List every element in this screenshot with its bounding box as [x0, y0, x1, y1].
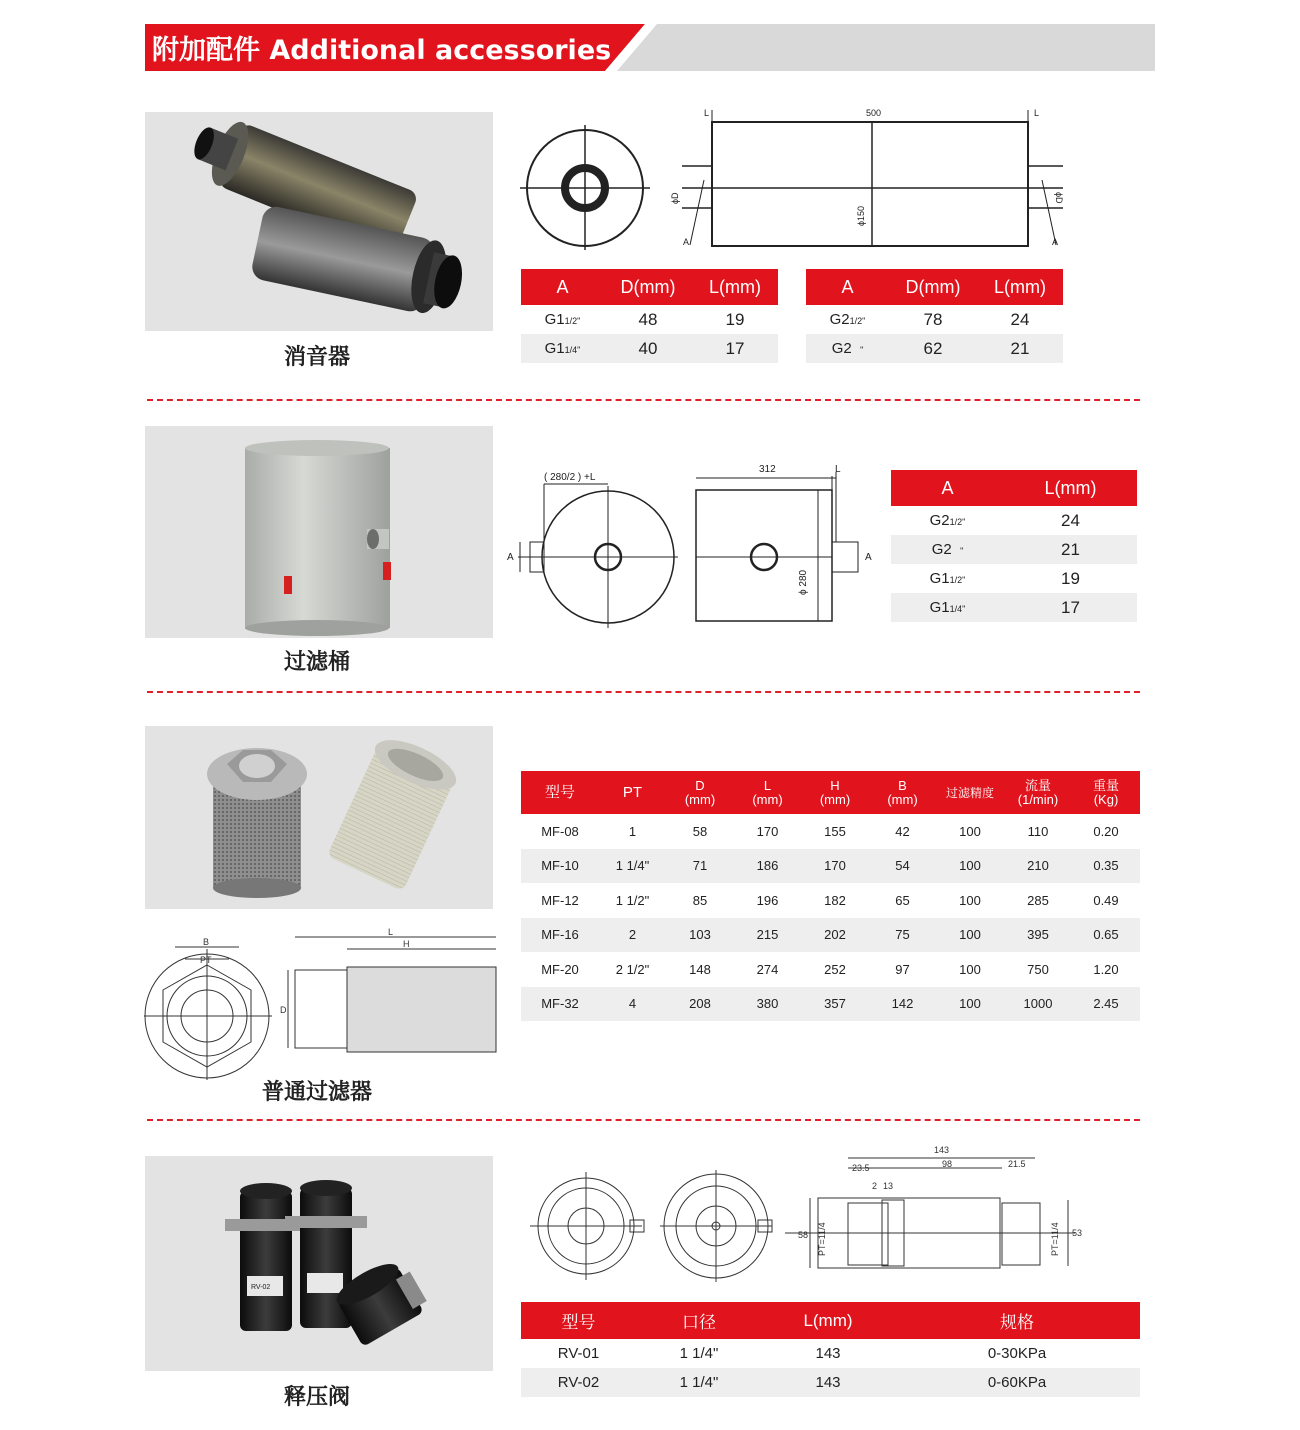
table-cell: 2 1/2"	[615, 961, 650, 977]
table-cell: 202	[801, 918, 869, 953]
common-filter-caption: 普通过滤器	[262, 1080, 373, 1105]
table-cell: 110	[1027, 823, 1049, 839]
table-cell: MF-16	[521, 918, 599, 953]
table-cell: 215	[734, 918, 801, 953]
col-header: A	[521, 269, 604, 305]
barrel-a-right: A	[865, 552, 872, 563]
table-cell: 100	[959, 892, 981, 908]
silencer-photo	[145, 112, 493, 331]
table-cell: 97	[895, 961, 910, 977]
table-cell: MF-08	[541, 823, 579, 839]
table-cell: 0.20	[1093, 823, 1119, 839]
col-header: B (mm)	[869, 771, 936, 814]
valve-pt-left: PT=11/4	[817, 1222, 827, 1256]
table-cell: 2.45	[1072, 987, 1140, 1022]
silencer-d-left: ϕD	[670, 192, 680, 204]
col-header: PT	[599, 771, 666, 814]
filter-barrel-table	[891, 470, 1137, 622]
col-header: 流量 (1/min)	[1004, 771, 1072, 814]
table-cell: 1 1/2"	[615, 892, 650, 908]
silencer-table-right	[806, 269, 1063, 363]
table-row: G21/2" 24	[929, 510, 1080, 530]
table-cell: 71	[666, 849, 734, 884]
silencer-diameter-label: ϕ150	[856, 205, 866, 226]
table-cell: 210	[1004, 849, 1072, 884]
col-header: 重量 (Kg)	[1072, 771, 1140, 814]
col-header: 口径	[636, 1302, 762, 1339]
table-cell: 208	[666, 987, 734, 1022]
col-header: 规格	[894, 1302, 1140, 1339]
filter-barrel-photo	[145, 426, 493, 638]
silencer-diagram	[518, 100, 1078, 260]
silencer-l-right: L	[1034, 108, 1040, 118]
common-l-label: L	[388, 927, 394, 937]
table-cell: 100	[936, 987, 1004, 1022]
col-header: L(mm)	[977, 269, 1063, 305]
table-row: G2 " 21	[891, 535, 1137, 564]
section-divider	[147, 1119, 1140, 1121]
relief-valve-table	[521, 1302, 1140, 1397]
relief-valve-caption: 释压阀	[284, 1385, 351, 1410]
filter-barrel-diagram	[500, 460, 885, 630]
table-cell: 1000	[1004, 987, 1072, 1022]
col-header: L(mm)	[1004, 470, 1137, 506]
col-header: D(mm)	[604, 269, 692, 305]
table-cell: 2	[599, 918, 666, 953]
filter-barrel-caption: 过滤桶	[284, 650, 351, 675]
table-cell: 100	[959, 823, 981, 839]
col-header: H (mm)	[801, 771, 869, 814]
table-row	[521, 952, 1140, 987]
table-cell: 4	[599, 987, 666, 1022]
silencer-a-right: A	[1052, 237, 1059, 247]
page-title: 附加配件 Additional accessories	[152, 35, 612, 66]
table-cell: 0.65	[1072, 918, 1140, 953]
barrel-diameter-label: ϕ 280	[798, 569, 809, 595]
section-divider	[147, 399, 1140, 401]
barrel-l-mark: L	[835, 464, 841, 475]
col-header: 型号	[521, 1302, 636, 1339]
table-row: G11/2" 48 19	[544, 309, 745, 329]
table-row: RV-02 1 1/4" 143 0-60KPa	[521, 1368, 1140, 1397]
col-header: A	[891, 470, 1004, 506]
valve-label-text: RV-02	[251, 1284, 271, 1291]
silencer-d-right: ϕD	[1054, 192, 1064, 204]
table-cell: 58	[692, 823, 708, 839]
silencer-a-left: A	[683, 237, 690, 247]
table-row: G11/4" 17	[891, 593, 1137, 622]
barrel-width-label: 312	[759, 464, 776, 475]
barrel-a-left: A	[507, 552, 514, 563]
common-filter-diagram	[140, 925, 505, 1083]
common-pt-label: PT	[200, 955, 212, 965]
valve-inner-length: 98	[942, 1159, 953, 1169]
col-header: L(mm)	[692, 269, 778, 305]
table-cell: 750	[1027, 961, 1049, 977]
table-row: G2 " 62 21	[806, 334, 1063, 363]
table-cell: 186	[734, 849, 801, 884]
table-cell: 148	[689, 961, 711, 977]
table-row	[521, 918, 1140, 953]
table-cell: MF-12	[541, 892, 579, 908]
table-row: G11/2" 19	[929, 568, 1080, 588]
barrel-top-label: ( 280/2 ) +L	[544, 472, 596, 483]
table-row: G11/4" 40 17	[521, 334, 778, 363]
table-cell: 182	[824, 892, 846, 908]
table-cell: 1 1/4"	[599, 849, 666, 884]
col-header: D (mm)	[666, 771, 734, 814]
col-header: 型号	[521, 771, 599, 814]
table-cell: 142	[869, 987, 936, 1022]
table-cell: 252	[824, 961, 846, 977]
table-cell: MF-20	[541, 961, 579, 977]
silencer-table-left	[521, 269, 778, 363]
table-cell: 42	[895, 823, 910, 839]
relief-valve-photo	[145, 1156, 493, 1371]
relief-valve-diagram	[530, 1140, 1090, 1290]
table-cell: MF-10	[521, 849, 599, 884]
common-b-label: B	[203, 937, 210, 947]
table-cell: 196	[756, 892, 779, 908]
table-cell: 103	[666, 918, 734, 953]
col-header: L(mm)	[762, 1302, 894, 1339]
table-cell: 1.20	[1093, 961, 1119, 977]
table-cell: 155	[824, 823, 846, 839]
table-cell: 85	[692, 892, 708, 908]
table-cell: 0.35	[1072, 849, 1140, 884]
valve-left-gap: 23.5	[852, 1163, 870, 1173]
table-cell: 100	[959, 961, 981, 977]
table-cell: 1	[628, 823, 637, 839]
table-cell: 285	[1027, 892, 1049, 908]
table-row	[521, 987, 1140, 1022]
valve-gap-2: 2	[872, 1181, 878, 1191]
col-header: D(mm)	[889, 269, 977, 305]
col-header: L (mm)	[734, 771, 801, 814]
valve-gap-13: 13	[883, 1181, 894, 1191]
table-cell: 0.49	[1093, 892, 1119, 908]
silencer-length-label: 500	[866, 108, 882, 118]
valve-right-height: 53	[1072, 1228, 1083, 1238]
valve-pt-right: PT=11/4	[1050, 1222, 1060, 1256]
valve-total-length: 143	[934, 1145, 950, 1155]
silencer-caption: 消音器	[284, 345, 351, 370]
table-cell: 380	[734, 987, 801, 1022]
table-cell: MF-32	[521, 987, 599, 1022]
table-cell: 170	[756, 823, 779, 839]
common-d-label: D	[280, 1005, 287, 1015]
silencer-l-left: L	[704, 108, 710, 118]
section-divider	[147, 691, 1140, 693]
table-cell: 357	[801, 987, 869, 1022]
common-h-label: H	[403, 939, 410, 949]
valve-right-gap: 21.5	[1008, 1159, 1026, 1169]
table-cell: 54	[869, 849, 936, 884]
table-cell: 65	[895, 892, 910, 908]
table-cell: 395	[1004, 918, 1072, 953]
table-row	[521, 814, 1140, 849]
valve-left-height: 58	[798, 1230, 809, 1240]
table-cell: 170	[801, 849, 869, 884]
col-header: A	[806, 269, 889, 305]
table-cell: 100	[936, 918, 1004, 953]
table-row: RV-01 1 1/4" 143 0-30KPa	[557, 1345, 1047, 1362]
table-cell: 274	[756, 961, 779, 977]
common-filter-table	[521, 771, 1140, 1021]
common-filter-photo	[145, 726, 493, 909]
table-row	[521, 849, 1140, 884]
table-cell: 75	[869, 918, 936, 953]
col-header: 过滤精度	[936, 771, 1004, 814]
table-cell: 100	[936, 849, 1004, 884]
table-row: G21/2" 78 24	[829, 309, 1030, 329]
table-row	[521, 883, 1140, 918]
